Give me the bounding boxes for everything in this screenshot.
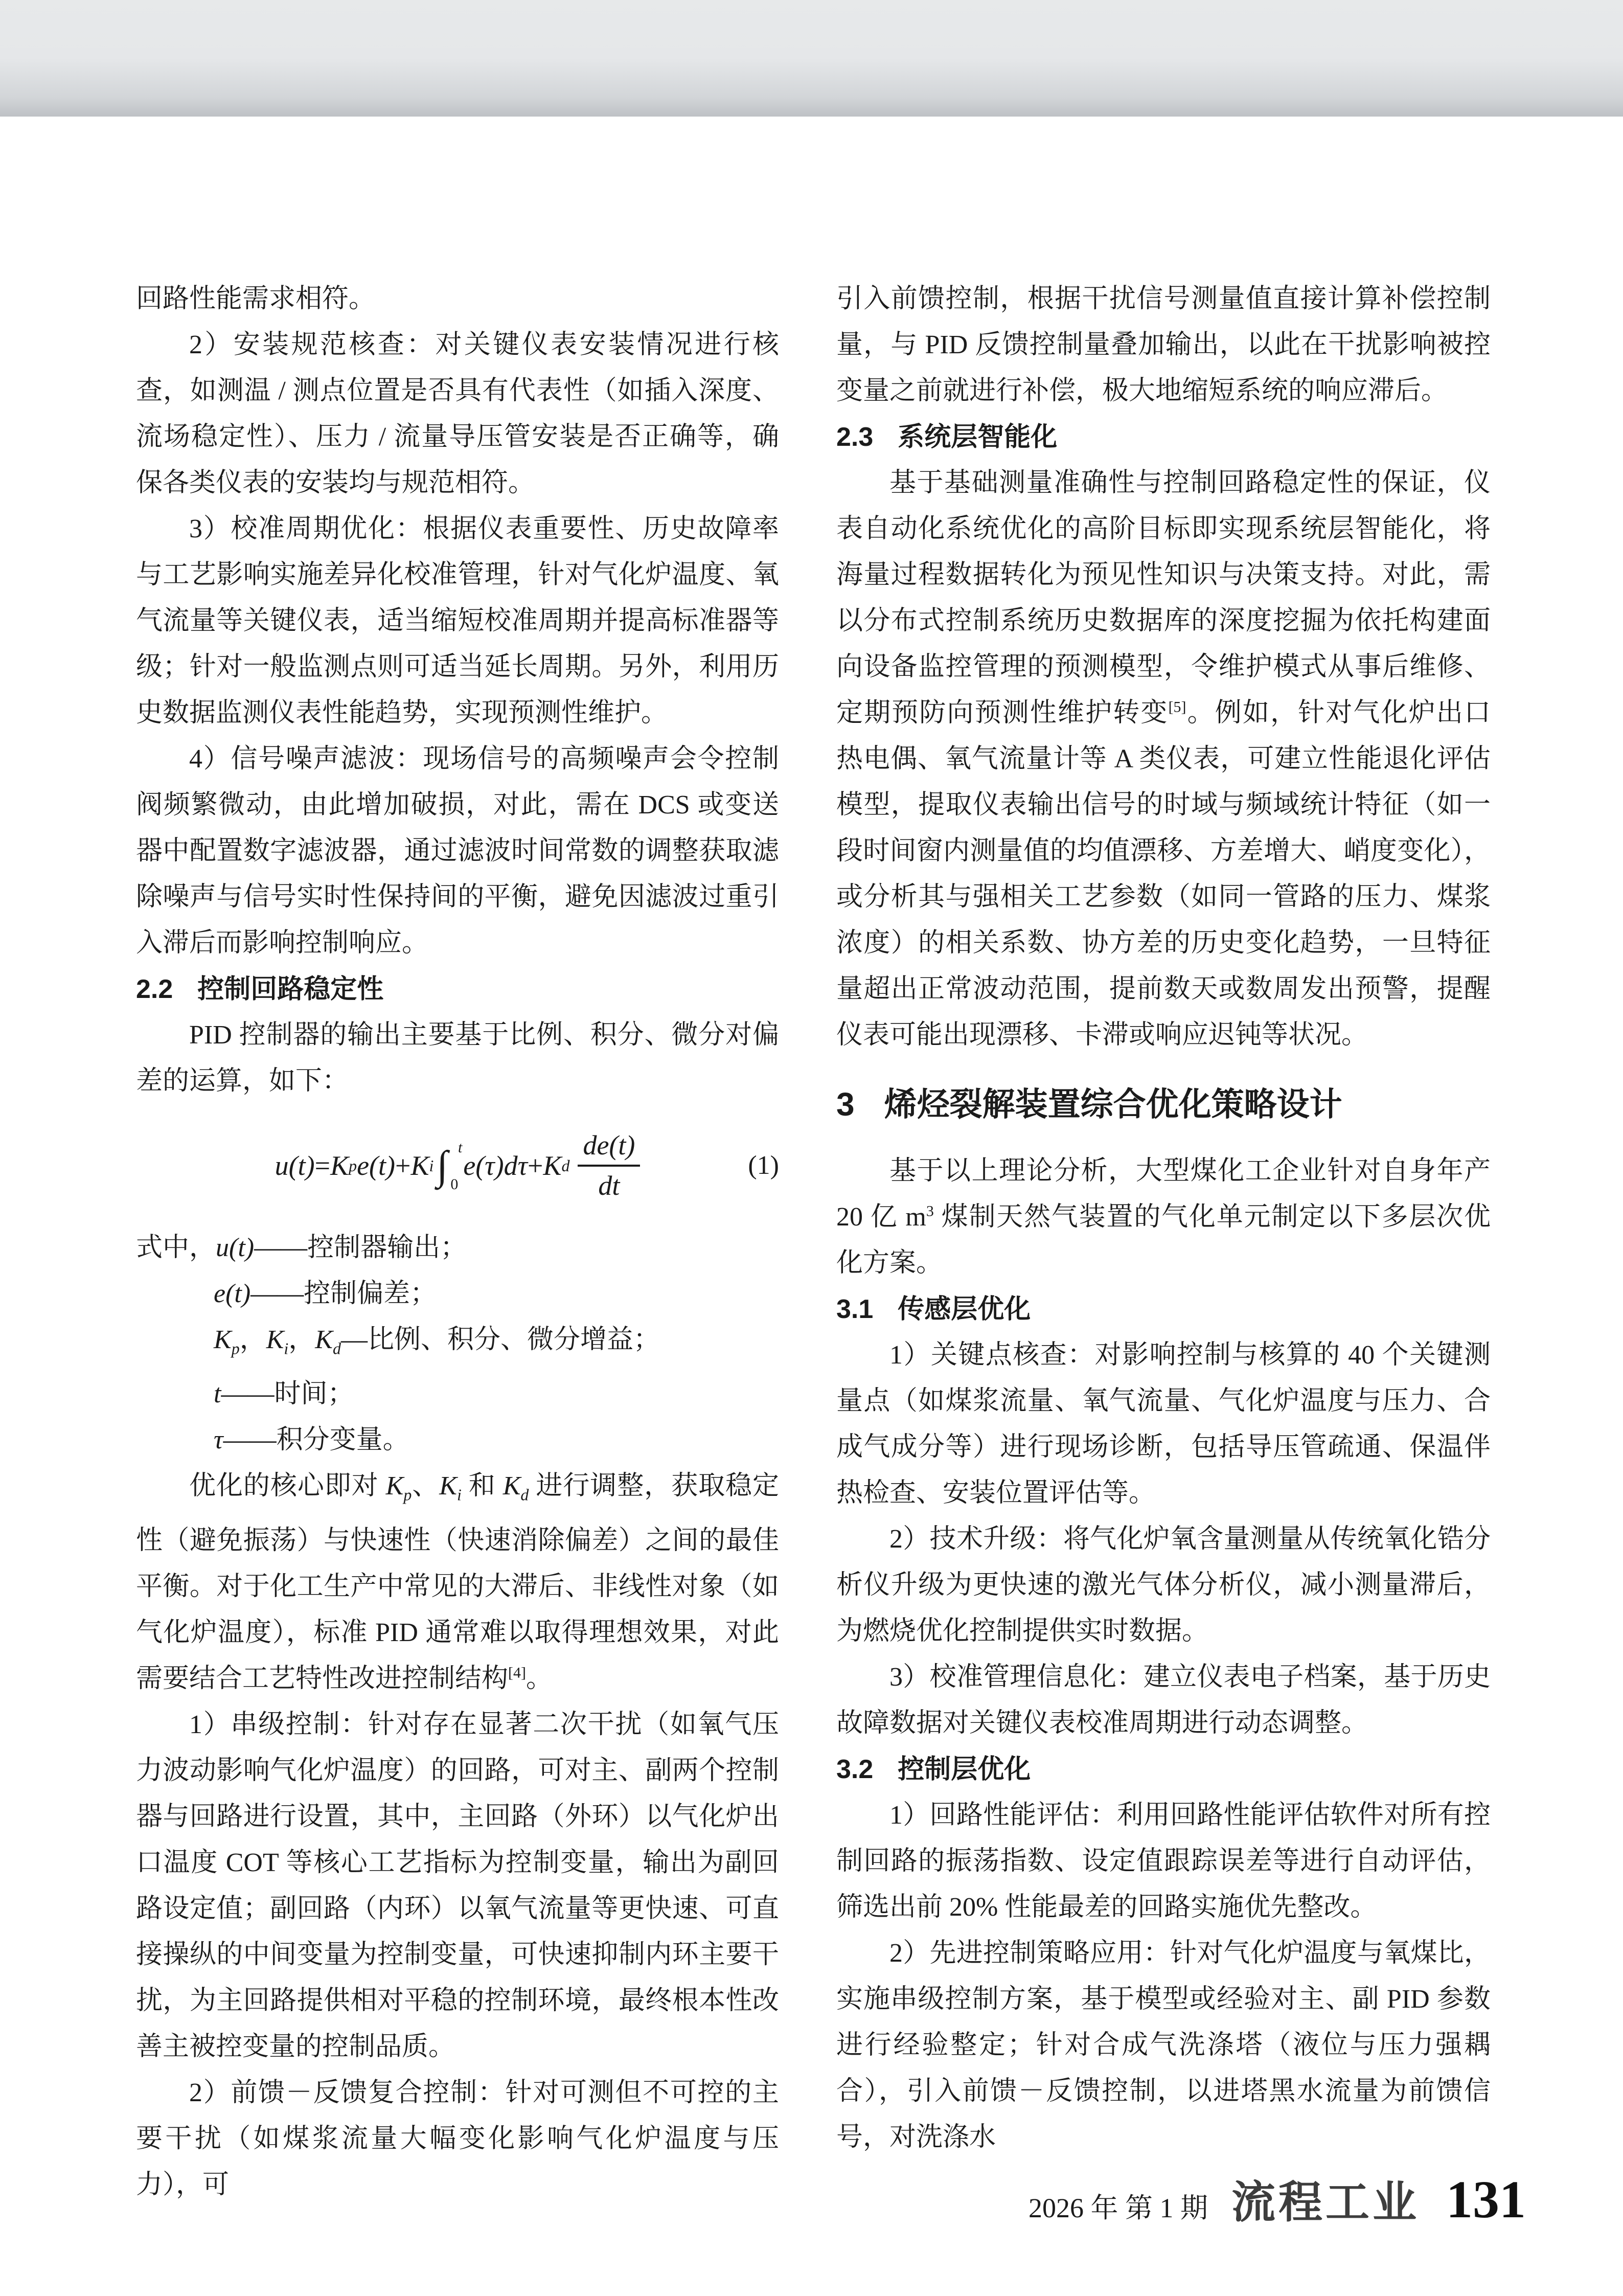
text-segment: 、 [412, 1471, 440, 1501]
paragraph-loop-evaluation: 1）回路性能评估：利用回路性能评估软件对所有控制回路的振荡指数、设定值跟踪误差等进行自动评估，筛选出前 20% 性能最差的回路实施优先整改。 [836, 1801, 1491, 1922]
heading-3-1 [836, 1286, 1491, 1332]
equation-1-body [275, 1130, 641, 1201]
heading-2-2-number: 2.2 [136, 974, 173, 1004]
integral-sign [437, 1139, 463, 1193]
text-segment: 。例如，针对气化炉出口热电偶、氧气流量计等 A 类仪表，可建立性能退化评估模型，提取仪表输出信号的时域与频域统计特征（如一段时间窗内测量值的均值漂移、方差增大、峭度变化），或分析其与强相关工艺参数（如同一管路的压力、煤浆浓度）的相关系数、协方差的历史变化趋势，一旦特征量超出正常波动范围，提前数天或数周发出预警，提醒仪表可能出现漂移、卡滞或响应迟钝等状况。 [836, 698, 1491, 1050]
paragraph-tech-upgrade: 2）技术升级：将气化炉氧含量测量从传统氧化锆分析仪升级为更快速的激光气体分析仪，减小测量滞后，为燃烧优化控制提供实时数据。 [836, 1525, 1491, 1646]
equation-number: (1) [748, 1151, 779, 1180]
citation-4: [4] [508, 1664, 526, 1681]
symbol-k: K [266, 1325, 284, 1354]
symbol-k: K [315, 1325, 333, 1354]
eq-term1-arg: e(t) [357, 1150, 396, 1181]
right-column [836, 276, 1491, 2161]
eq-term2-arg: e(τ)dτ [463, 1150, 528, 1181]
heading-3-1-number: 3.1 [836, 1294, 874, 1324]
heading-2-3-number: 2.3 [836, 422, 874, 452]
comma: ， [288, 1325, 315, 1354]
symbol-e-desc: 控制偏差； [304, 1279, 437, 1308]
symbol-k: K [439, 1471, 457, 1501]
text-segment: 。 [526, 1664, 553, 1693]
symbol-k-sub-i: i [456, 1485, 462, 1504]
dash: —— [250, 1279, 304, 1308]
page-top-gradient-band [0, 0, 1623, 117]
text-segment: 进行调整，获取稳定性（避免振荡）与快速性（快速消除偏差）之间的最佳平衡。对于化工生产中常见的大滞后、非线性对象（如气化炉温度），标准 PID 通常难以取得理想效果，对此需要结合工艺特性改进控制结构 [136, 1471, 779, 1693]
text-segment: 基于基础测量准确性与控制回路稳定性的保证，仪表自动化系统优化的高阶目标即实现系统层智能化，将海量过程数据转化为预见性知识与决策支持。对此，需以分布式控制系统历史数据库的深度挖掘为依托构建面向设备监控管理的预测模型，令维护模式从事后维修、定期预防向预测性维护转变 [836, 468, 1491, 728]
dash: —— [223, 1425, 277, 1455]
heading-2-2 [136, 966, 779, 1012]
where-line-t [136, 1371, 779, 1417]
eq-plus1: + [395, 1150, 411, 1181]
symbol-u-desc: 控制器输出； [307, 1233, 467, 1262]
dash: —— [254, 1233, 308, 1262]
text-segment: 煤制天然气装置的气化单元制定以下多层次优化方案。 [836, 1202, 1491, 1278]
heading-3 [836, 1081, 1491, 1128]
comma: ， [239, 1325, 266, 1354]
where-line-tau [136, 1417, 779, 1463]
symbol-e: e(t) [214, 1279, 251, 1308]
paragraph-calibration-cycle: 3）校准周期优化：根据仪表重要性、历史故障率与工艺影响实施差异化校准管理，针对气化炉温度、氧气流量等关键仪表，适当缩短校准周期并提高标准器等级；针对一般监测点则可适当延长周期。另外，利用历史数据监测仪表性能趋势，实现预测性维护。 [136, 514, 779, 728]
heading-3-2-number: 3.2 [836, 1755, 874, 1784]
heading-3-2 [836, 1746, 1491, 1792]
where-line-k [136, 1317, 779, 1371]
eq-lhs: u(t) [275, 1150, 315, 1181]
fraction-denominator: dt [598, 1170, 620, 1201]
eq-kd-sub: d [561, 1156, 570, 1175]
heading-2-3 [836, 414, 1491, 460]
eq-ki-sub: i [429, 1156, 434, 1175]
symbol-k-sub-p: p [231, 1339, 240, 1358]
integral-glyph: ∫ [437, 1143, 448, 1188]
eq-ki: K [410, 1150, 429, 1181]
eq-kp-sub: p [349, 1156, 357, 1175]
symbol-k-sub-d: d [332, 1339, 341, 1358]
eq-kd: K [543, 1150, 562, 1181]
derivative-fraction [578, 1130, 640, 1201]
dash: — [340, 1325, 368, 1354]
paragraph-pid-tuning [136, 1463, 779, 1701]
paragraph-continuation: 回路性能需求相符。 [136, 284, 376, 313]
symbol-k: K [385, 1471, 404, 1501]
footer-page-number: 131 [1446, 2170, 1526, 2229]
symbol-tau-desc: 积分变量。 [276, 1425, 409, 1455]
symbol-t: t [214, 1379, 221, 1409]
symbol-k: K [214, 1325, 232, 1354]
text-segment: 和 [461, 1471, 503, 1501]
heading-3-title: 烯烃裂解装置综合优化策略设计 [884, 1086, 1342, 1123]
heading-3-1-title: 传感层优化 [898, 1294, 1031, 1324]
where-line-u [136, 1225, 779, 1271]
text-segment: 基于以上理论分析，大型煤化工企业针对自身年产 20 亿 m [836, 1156, 1491, 1232]
paragraph-feedforward: 2）前馈－反馈复合控制：针对可测但不可控的主要干扰（如煤浆流量大幅变化影响气化炉温度与压力），可 [136, 2078, 779, 2199]
integral-lower-bound: 0 [450, 1176, 459, 1193]
paragraph-noise-filter: 4）信号噪声滤波：现场信号的高频噪声会令控制阀频繁微动，由此增加破损，对此，需在 DCS 或变送器中配置数字滤波器，通过滤波时间常数的调整获取滤除噪声与信号实时性保持间的平衡，避免因滤波过重引入滞后而影响控制响应。 [136, 744, 779, 958]
heading-3-2-title: 控制层优化 [898, 1755, 1031, 1784]
page-footer [1028, 2167, 1526, 2230]
heading-2-3-title: 系统层智能化 [898, 422, 1058, 452]
cubic-meter-superscript: 3 [926, 1202, 934, 1220]
paragraph-advanced-control: 2）先进控制策略应用：针对气化炉温度与氧煤比，实施串级控制方案，基于模型或经验对主、副 PID 参数进行经验整定；针对合成气洗涤塔（液位与压力强耦合），引入前馈－反馈控制，以进塔黑水流量为前馈信号，对洗涤水 [836, 1939, 1491, 2152]
paragraph-cascade-control: 1）串级控制：针对存在显著二次干扰（如氧气压力波动影响气化炉温度）的回路，可对主、副两个控制器与回路进行设置，其中，主回路（外环）以气化炉出口温度 COT 等核心工艺指标为控制变量，输出为副回路设定值；副回路（内环）以氧气流量等更快速、可直接操纵的中间变量为控制变量，可快速抑制内环主要干扰，为主回路提供相对平稳的控制环境，最终根本性改善主被控变量的控制品质。 [136, 1710, 779, 2061]
fraction-numerator: de(t) [578, 1130, 640, 1167]
symbol-k-sub-d: d [520, 1485, 529, 1504]
symbol-u: u(t) [216, 1233, 255, 1262]
paragraph-system-intelligence [836, 460, 1491, 1058]
citation-5: [5] [1168, 698, 1186, 716]
paragraph-pid-intro: PID 控制器的输出主要基于比例、积分、微分对偏差的运算，如下： [136, 1020, 779, 1096]
paragraph-optimization-plan [836, 1148, 1491, 1286]
symbol-tau: τ [214, 1425, 223, 1455]
left-column [136, 276, 779, 2208]
integral-upper-bound: t [458, 1139, 463, 1156]
paragraph-calibration-info: 3）校准管理信息化：建立仪表电子档案，基于历史故障数据对关键仪表校准周期进行动态调整。 [836, 1663, 1491, 1738]
text-segment: 优化的核心即对 [189, 1471, 386, 1501]
symbol-t-desc: 时间； [274, 1379, 354, 1409]
eq-plus2: + [527, 1150, 543, 1181]
paragraph-continuation-right: 引入前馈控制，根据干扰信号测量值直接计算补偿控制量，与 PID 反馈控制量叠加输出，以此在干扰影响被控变量之前就进行补偿，极大地缩短系统的响应滞后。 [836, 284, 1491, 405]
symbol-k-sub-i: i [284, 1339, 289, 1358]
where-line-e [136, 1271, 779, 1317]
symbol-k-desc: 比例、积分、微分增益； [367, 1325, 660, 1354]
eq-kp: K [330, 1150, 349, 1181]
heading-2-2-title: 控制回路稳定性 [197, 974, 384, 1004]
eq-equals: = [314, 1150, 331, 1181]
heading-3-number: 3 [836, 1086, 855, 1123]
paragraph-sensor-check: 1）关键点核查：对影响控制与核算的 40 个关键测量点（如煤浆流量、氧气流量、气化炉温度与压力、合成气成分等）进行现场诊断，包括导压管疏通、保温伴热检查、安装位置评估等。 [836, 1340, 1491, 1508]
equation-1 [136, 1109, 779, 1222]
symbol-k: K [502, 1471, 521, 1501]
footer-journal-name: 流程工业 [1231, 2178, 1420, 2227]
dash: —— [221, 1379, 275, 1409]
where-intro: 式中， [136, 1233, 216, 1262]
paragraph-install-check: 2）安装规范核查：对关键仪表安装情况进行核查，如测温 / 测点位置是否具有代表性（如插入深度、流场稳定性）、压力 / 流量导压管安装是否正确等，确保各类仪表的安装均与规范相符。 [136, 330, 779, 497]
footer-issue: 2026 年 第 1 期 [1028, 2193, 1208, 2223]
symbol-k-sub-p: p [403, 1485, 412, 1504]
